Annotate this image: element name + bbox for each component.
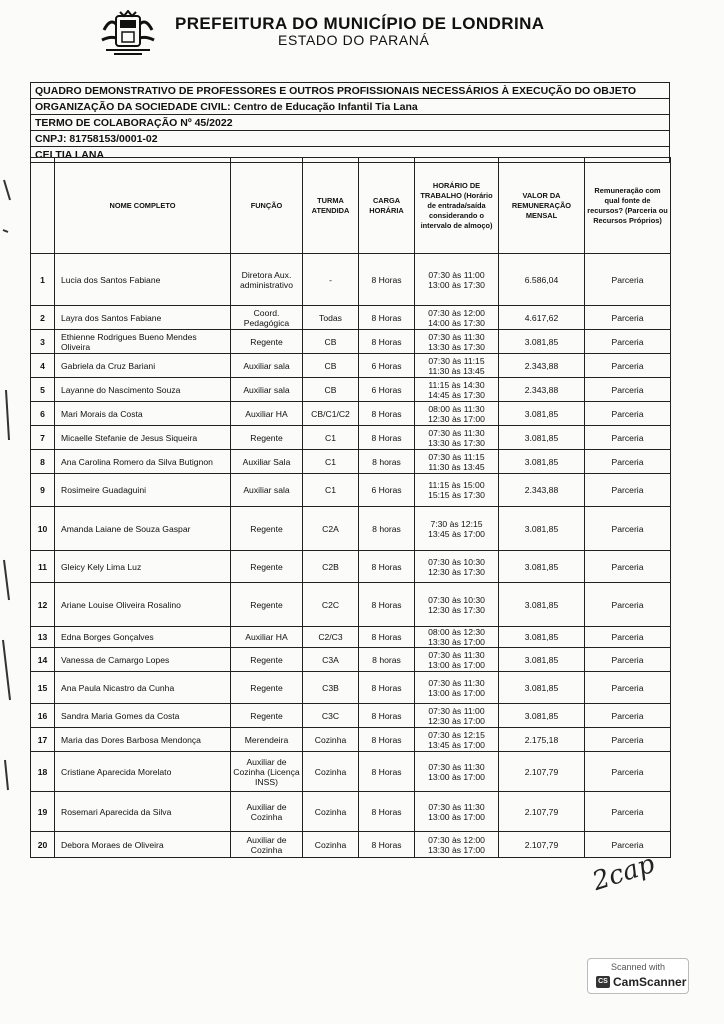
info-term: TERMO DE COLABORAÇÃO Nº 45/2022	[31, 115, 670, 131]
class-served: C3B	[303, 672, 359, 704]
staff-function: Coord. Pedagógica	[231, 306, 303, 330]
funding-source: Parceria	[585, 378, 671, 402]
schedule-line-1: 07:30 às 12:00	[428, 307, 485, 318]
monthly-salary: 3.081,85	[499, 450, 585, 474]
row-number: 15	[31, 672, 55, 704]
staff-function: Regente	[231, 704, 303, 728]
work-schedule	[415, 551, 499, 583]
camscanner-logo-icon: CS	[596, 976, 610, 988]
col-name: NOME COMPLETO	[55, 158, 231, 254]
handwritten-signature: 2cap	[588, 848, 659, 898]
staff-name: Lucia dos Santos Fabiane	[55, 254, 231, 306]
work-schedule	[415, 474, 499, 507]
schedule-line-1: 08:00 às 11:30	[428, 403, 485, 414]
schedule-line-1: 07:30 às 11:30	[428, 677, 485, 688]
class-served: C1	[303, 426, 359, 450]
schedule-line-1: 07:30 às 11:15	[428, 355, 485, 366]
funding-source: Parceria	[585, 450, 671, 474]
col-class: TURMA ATENDIDA	[303, 158, 359, 254]
work-schedule	[415, 704, 499, 728]
staff-name: Amanda Laiane de Souza Gaspar	[55, 507, 231, 551]
staff-function: Regente	[231, 648, 303, 672]
class-served: C1	[303, 450, 359, 474]
class-served: Todas	[303, 306, 359, 330]
schedule-line-2: 12:30 às 17:30	[428, 604, 485, 615]
staff-function: Auxiliar Sala	[231, 450, 303, 474]
work-schedule	[415, 832, 499, 858]
funding-source: Parceria	[585, 792, 671, 832]
workload: 8 Horas	[359, 704, 415, 728]
staff-name: Rosemari Aparecida da Silva	[55, 792, 231, 832]
monthly-salary: 3.081,85	[499, 672, 585, 704]
funding-source: Parceria	[585, 254, 671, 306]
schedule-line-2: 13:00 às 17:30	[428, 279, 485, 290]
col-salary: VALOR DA REMUNERAÇÃO MENSAL	[499, 158, 585, 254]
monthly-salary: 3.081,85	[499, 648, 585, 672]
funding-source: Parceria	[585, 474, 671, 507]
document-header	[100, 10, 620, 58]
workload: 8 horas	[359, 507, 415, 551]
workload: 8 Horas	[359, 306, 415, 330]
col-number	[31, 158, 55, 254]
funding-source: Parceria	[585, 330, 671, 354]
table-row	[31, 254, 671, 306]
class-served: C2/C3	[303, 627, 359, 648]
workload: 8 Horas	[359, 426, 415, 450]
work-schedule	[415, 330, 499, 354]
staff-function: Auxiliar de Cozinha	[231, 832, 303, 858]
monthly-salary: 2.175,18	[499, 728, 585, 752]
monthly-salary: 2.107,79	[499, 792, 585, 832]
schedule-line-1: 11:15 às 15:00	[428, 480, 485, 490]
table-row	[31, 402, 671, 426]
workload: 8 Horas	[359, 254, 415, 306]
staff-function: Auxiliar sala	[231, 354, 303, 378]
row-number: 20	[31, 832, 55, 858]
staff-function: Regente	[231, 672, 303, 704]
row-number: 13	[31, 627, 55, 648]
staff-function: Auxiliar sala	[231, 474, 303, 507]
table-body	[31, 254, 671, 858]
work-schedule	[415, 583, 499, 627]
workload: 8 horas	[359, 648, 415, 672]
funding-source: Parceria	[585, 354, 671, 378]
schedule-line-1: 07:30 às 11:00	[428, 705, 485, 716]
funding-source: Parceria	[585, 402, 671, 426]
table-row	[31, 450, 671, 474]
class-served: C2B	[303, 551, 359, 583]
row-number: 16	[31, 704, 55, 728]
staff-function: Auxiliar de Cozinha	[231, 792, 303, 832]
work-schedule	[415, 627, 499, 648]
class-served: CB	[303, 354, 359, 378]
schedule-line-1: 08:00 às 12:30	[428, 627, 485, 637]
state-subtitle: ESTADO DO PARANÁ	[278, 32, 430, 48]
table-row	[31, 354, 671, 378]
row-number: 10	[31, 507, 55, 551]
info-cnpj: CNPJ: 81758153/0001-02	[31, 131, 670, 147]
monthly-salary: 2.343,88	[499, 354, 585, 378]
schedule-line-1: 07:30 às 12:15	[428, 729, 485, 740]
staff-name: Layra dos Santos Fabiane	[55, 306, 231, 330]
workload: 8 Horas	[359, 402, 415, 426]
table-row	[31, 426, 671, 450]
class-served: -	[303, 254, 359, 306]
workload: 8 Horas	[359, 330, 415, 354]
info-unit: CEI TIA LANA	[31, 147, 670, 163]
staff-name: Maria das Dores Barbosa Mendonça	[55, 728, 231, 752]
schedule-line-2: 13:45 às 17:00	[428, 528, 485, 539]
col-workload: CARGA HORÁRIA	[359, 158, 415, 254]
schedule-line-1: 07:30 às 12:00	[428, 834, 485, 845]
staff-function: Merendeira	[231, 728, 303, 752]
class-served: CB	[303, 330, 359, 354]
workload: 8 Horas	[359, 832, 415, 858]
schedule-line-2: 12:30 às 17:30	[428, 566, 485, 577]
funding-source: Parceria	[585, 551, 671, 583]
schedule-line-2: 13:00 às 17:00	[428, 811, 485, 822]
schedule-line-2: 13:45 às 17:00	[428, 739, 485, 750]
workload: 8 horas	[359, 450, 415, 474]
table-row	[31, 728, 671, 752]
funding-source: Parceria	[585, 507, 671, 551]
work-schedule	[415, 402, 499, 426]
schedule-line-2: 11:30 às 13:45	[428, 461, 485, 472]
table-row	[31, 474, 671, 507]
schedule-line-2: 13:00 às 17:00	[428, 771, 485, 782]
staff-name: Gabriela da Cruz Bariani	[55, 354, 231, 378]
staff-name: Layanne do Nascimento Souza	[55, 378, 231, 402]
class-served: CB	[303, 378, 359, 402]
monthly-salary: 2.107,79	[499, 832, 585, 858]
staff-function: Auxiliar sala	[231, 378, 303, 402]
work-schedule	[415, 728, 499, 752]
work-schedule	[415, 306, 499, 330]
row-number: 3	[31, 330, 55, 354]
class-served: Cozinha	[303, 752, 359, 792]
table-row	[31, 627, 671, 648]
row-number: 18	[31, 752, 55, 792]
monthly-salary: 3.081,85	[499, 330, 585, 354]
row-number: 7	[31, 426, 55, 450]
funding-source: Parceria	[585, 583, 671, 627]
schedule-line-2: 13:00 às 17:00	[428, 659, 485, 670]
table-row	[31, 752, 671, 792]
work-schedule	[415, 752, 499, 792]
row-number: 17	[31, 728, 55, 752]
workload: 8 Horas	[359, 583, 415, 627]
info-organization: ORGANIZAÇÃO DA SOCIEDADE CIVIL: Centro de Educação Infantil Tia Lana	[31, 99, 670, 115]
staff-function: Regente	[231, 583, 303, 627]
scan-edge-marks	[0, 0, 14, 1024]
work-schedule	[415, 378, 499, 402]
staff-name: Micaelle Stefanie de Jesus Siqueira	[55, 426, 231, 450]
work-schedule	[415, 354, 499, 378]
row-number: 9	[31, 474, 55, 507]
col-schedule: HORÁRIO DE TRABALHO (Horário de entrada/saída considerando o intervalo de almoço)	[415, 158, 499, 254]
schedule-line-1: 07:30 às 11:30	[428, 801, 485, 812]
camscanner-watermark	[587, 958, 689, 994]
monthly-salary: 3.081,85	[499, 627, 585, 648]
class-served: C2C	[303, 583, 359, 627]
class-served: Cozinha	[303, 728, 359, 752]
row-number: 8	[31, 450, 55, 474]
table-row	[31, 832, 671, 858]
funding-source: Parceria	[585, 627, 671, 648]
row-number: 4	[31, 354, 55, 378]
workload: 6 Horas	[359, 354, 415, 378]
info-block	[30, 82, 670, 163]
col-function: FUNÇÃO	[231, 158, 303, 254]
staff-name: Ana Paula Nicastro da Cunha	[55, 672, 231, 704]
funding-source: Parceria	[585, 426, 671, 450]
row-number: 2	[31, 306, 55, 330]
staff-function: Auxiliar de Cozinha (Licença INSS)	[231, 752, 303, 792]
funding-source: Parceria	[585, 832, 671, 858]
watermark-caption: Scanned with	[610, 962, 666, 972]
schedule-line-1: 07:30 às 11:15	[428, 451, 485, 462]
schedule-line-2: 15:15 às 17:30	[428, 490, 485, 500]
staff-function: Auxiliar HA	[231, 627, 303, 648]
table-header-row	[31, 158, 671, 254]
schedule-line-2: 13:00 às 17:00	[428, 687, 485, 698]
schedule-line-2: 13:30 às 17:00	[428, 844, 485, 855]
class-served: C3A	[303, 648, 359, 672]
schedule-line-1: 07:30 às 10:30	[428, 556, 485, 567]
workload: 6 Horas	[359, 378, 415, 402]
schedule-line-2: 12:30 às 17:00	[428, 715, 485, 726]
class-served: CB/C1/C2	[303, 402, 359, 426]
workload: 6 Horas	[359, 474, 415, 507]
table-row	[31, 551, 671, 583]
schedule-line-2: 14:00 às 17:30	[428, 317, 485, 328]
monthly-salary: 3.081,85	[499, 507, 585, 551]
staff-name: Gleicy Kely Lima Luz	[55, 551, 231, 583]
workload: 8 Horas	[359, 752, 415, 792]
watermark-brand: CamScanner	[613, 975, 687, 989]
schedule-line-1: 07:30 às 10:30	[428, 594, 485, 605]
funding-source: Parceria	[585, 672, 671, 704]
schedule-line-2: 13:30 às 17:00	[428, 637, 485, 647]
monthly-salary: 3.081,85	[499, 551, 585, 583]
workload: 8 Horas	[359, 792, 415, 832]
staff-name: Ana Carolina Romero da Silva Butignon	[55, 450, 231, 474]
monthly-salary: 3.081,85	[499, 402, 585, 426]
monthly-salary: 6.586,04	[499, 254, 585, 306]
table-row	[31, 792, 671, 832]
staff-function: Auxiliar HA	[231, 402, 303, 426]
col-funding: Remuneração com qual fonte de recursos? (Parceria ou Recursos Próprios)	[585, 158, 671, 254]
class-served: Cozinha	[303, 792, 359, 832]
schedule-line-2: 13:30 às 17:30	[428, 437, 485, 448]
row-number: 1	[31, 254, 55, 306]
work-schedule	[415, 426, 499, 450]
info-heading: QUADRO DEMONSTRATIVO DE PROFESSORES E OUTROS PROFISSIONAIS NECESSÁRIOS À EXECUÇÃO DO OBJETO	[31, 83, 670, 99]
table-row	[31, 648, 671, 672]
schedule-line-1: 07:30 às 11:30	[428, 649, 485, 660]
row-number: 11	[31, 551, 55, 583]
municipality-title: PREFEITURA DO MUNICÍPIO DE LONDRINA	[175, 14, 545, 33]
monthly-salary: 3.081,85	[499, 704, 585, 728]
monthly-salary: 2.343,88	[499, 378, 585, 402]
staff-name: Rosimeire Guadaguini	[55, 474, 231, 507]
work-schedule	[415, 507, 499, 551]
schedule-line-2: 13:30 às 17:30	[428, 341, 485, 352]
staff-function: Diretora Aux. administrativo	[231, 254, 303, 306]
staff-name: Mari Morais da Costa	[55, 402, 231, 426]
row-number: 5	[31, 378, 55, 402]
staff-function: Regente	[231, 330, 303, 354]
staff-function: Regente	[231, 426, 303, 450]
row-number: 14	[31, 648, 55, 672]
workload: 8 Horas	[359, 551, 415, 583]
workload: 8 Horas	[359, 672, 415, 704]
workload: 8 Horas	[359, 627, 415, 648]
schedule-line-1: 07:30 às 11:30	[428, 761, 485, 772]
class-served: C3C	[303, 704, 359, 728]
schedule-line-1: 11:15 às 14:30	[428, 379, 485, 390]
staff-name: Ethienne Rodrigues Bueno Mendes Oliveira	[55, 330, 231, 354]
funding-source: Parceria	[585, 648, 671, 672]
monthly-salary: 2.343,88	[499, 474, 585, 507]
class-served: C2A	[303, 507, 359, 551]
coat-of-arms-icon	[100, 10, 156, 56]
table-row	[31, 378, 671, 402]
work-schedule	[415, 792, 499, 832]
funding-source: Parceria	[585, 306, 671, 330]
table-row	[31, 583, 671, 627]
row-number: 19	[31, 792, 55, 832]
monthly-salary: 3.081,85	[499, 426, 585, 450]
monthly-salary: 3.081,85	[499, 583, 585, 627]
staff-function: Regente	[231, 551, 303, 583]
schedule-line-1: 7:30 às 12:15	[430, 518, 483, 529]
table-row	[31, 672, 671, 704]
table-row	[31, 330, 671, 354]
table-row	[31, 507, 671, 551]
staff-name: Ariane Louise Oliveira Rosalino	[55, 583, 231, 627]
staff-table	[30, 157, 671, 858]
schedule-line-1: 07:30 às 11:00	[428, 269, 485, 280]
monthly-salary: 4.617,62	[499, 306, 585, 330]
monthly-salary: 2.107,79	[499, 752, 585, 792]
funding-source: Parceria	[585, 728, 671, 752]
work-schedule	[415, 672, 499, 704]
table-row	[31, 704, 671, 728]
funding-source: Parceria	[585, 704, 671, 728]
class-served: Cozinha	[303, 832, 359, 858]
work-schedule	[415, 648, 499, 672]
work-schedule	[415, 254, 499, 306]
staff-function: Regente	[231, 507, 303, 551]
workload: 8 Horas	[359, 728, 415, 752]
staff-name: Cristiane Aparecida Morelato	[55, 752, 231, 792]
funding-source: Parceria	[585, 752, 671, 792]
staff-name: Sandra Maria Gomes da Costa	[55, 704, 231, 728]
row-number: 12	[31, 583, 55, 627]
schedule-line-2: 14:45 às 17:30	[428, 389, 485, 400]
schedule-line-1: 07:30 às 11:30	[428, 331, 485, 342]
table-row	[31, 306, 671, 330]
staff-name: Debora Moraes de Oliveira	[55, 832, 231, 858]
schedule-line-1: 07:30 às 11:30	[428, 427, 485, 438]
row-number: 6	[31, 402, 55, 426]
work-schedule	[415, 450, 499, 474]
staff-name: Edna Borges Gonçalves	[55, 627, 231, 648]
class-served: C1	[303, 474, 359, 507]
staff-name: Vanessa de Camargo Lopes	[55, 648, 231, 672]
schedule-line-2: 12:30 às 17:00	[428, 413, 485, 424]
schedule-line-2: 11:30 às 13:45	[428, 365, 485, 376]
